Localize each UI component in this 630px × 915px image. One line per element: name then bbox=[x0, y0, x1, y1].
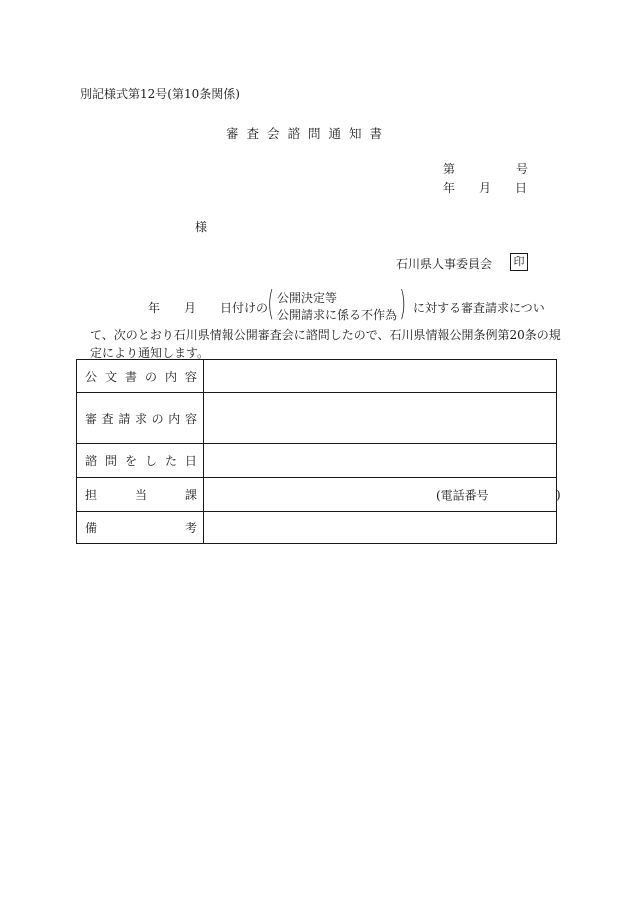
label-spread: 担 当 課 bbox=[85, 488, 197, 502]
body-text-line2: て、次のとおり石川県情報公開審査会に諮問したので、石川県情報公開条例第20条の規 bbox=[90, 328, 561, 342]
row-value-department[interactable] bbox=[204, 478, 561, 512]
issue-date-day: 日 bbox=[515, 181, 528, 195]
issue-date-month: 月 bbox=[479, 181, 492, 195]
body-reference-date bbox=[148, 299, 268, 316]
row-label-document-content bbox=[77, 360, 204, 393]
row-value-document-content[interactable] bbox=[204, 360, 557, 393]
form-identifier: 別記様式第12号(第10条関係) bbox=[80, 87, 240, 101]
right-bracket: ) bbox=[399, 284, 406, 324]
table-row bbox=[77, 360, 557, 393]
decision-option-inaction: 公開請求に係る不作為 bbox=[277, 308, 398, 322]
row-label-inquiry-date bbox=[77, 444, 204, 478]
table-row bbox=[77, 478, 557, 512]
phone-number-close: ) bbox=[556, 487, 561, 502]
issue-date bbox=[443, 179, 527, 196]
phone-number-label: (電話番号 bbox=[436, 488, 489, 502]
row-label-request-content bbox=[77, 393, 204, 444]
decision-option-disclosure: 公開決定等 bbox=[277, 291, 338, 305]
document-number-suffix: 号 bbox=[516, 162, 529, 176]
row-label-department bbox=[77, 478, 204, 512]
issue-date-year: 年 bbox=[443, 181, 456, 195]
label-spread: 諮 問 を し た 日 bbox=[85, 454, 197, 468]
body-date-year: 年 bbox=[148, 301, 161, 315]
table-row bbox=[77, 512, 557, 544]
notification-details-table bbox=[76, 359, 561, 544]
row-value-inquiry-date[interactable] bbox=[204, 444, 557, 478]
row-value-request-content[interactable] bbox=[204, 393, 557, 444]
label-spread: 公 文 書 の 内 容 bbox=[85, 369, 197, 384]
left-bracket: ( bbox=[267, 284, 274, 324]
table-row bbox=[77, 393, 557, 444]
issuer-name: 石川県人事委員会 bbox=[396, 257, 493, 271]
addressee-honorific: 様 bbox=[195, 220, 208, 234]
body-text-line1: に対する審査請求につい bbox=[413, 301, 545, 315]
document-number-prefix: 第 bbox=[443, 162, 456, 176]
row-label-remarks bbox=[77, 512, 204, 544]
row-value-remarks[interactable] bbox=[204, 512, 557, 544]
table-row bbox=[77, 444, 557, 478]
seal-stamp: 印 bbox=[510, 253, 528, 271]
document-title: 審査会諮問通知書 bbox=[226, 126, 391, 141]
label-spread: 審 査 請 求 の 内 容 bbox=[85, 411, 197, 426]
body-date-day-suffix: 日付けの bbox=[220, 301, 269, 315]
body-date-month: 月 bbox=[184, 301, 197, 315]
label-spread: 備 考 bbox=[85, 521, 197, 535]
body-text-line3: 定により通知します。 bbox=[90, 346, 210, 360]
